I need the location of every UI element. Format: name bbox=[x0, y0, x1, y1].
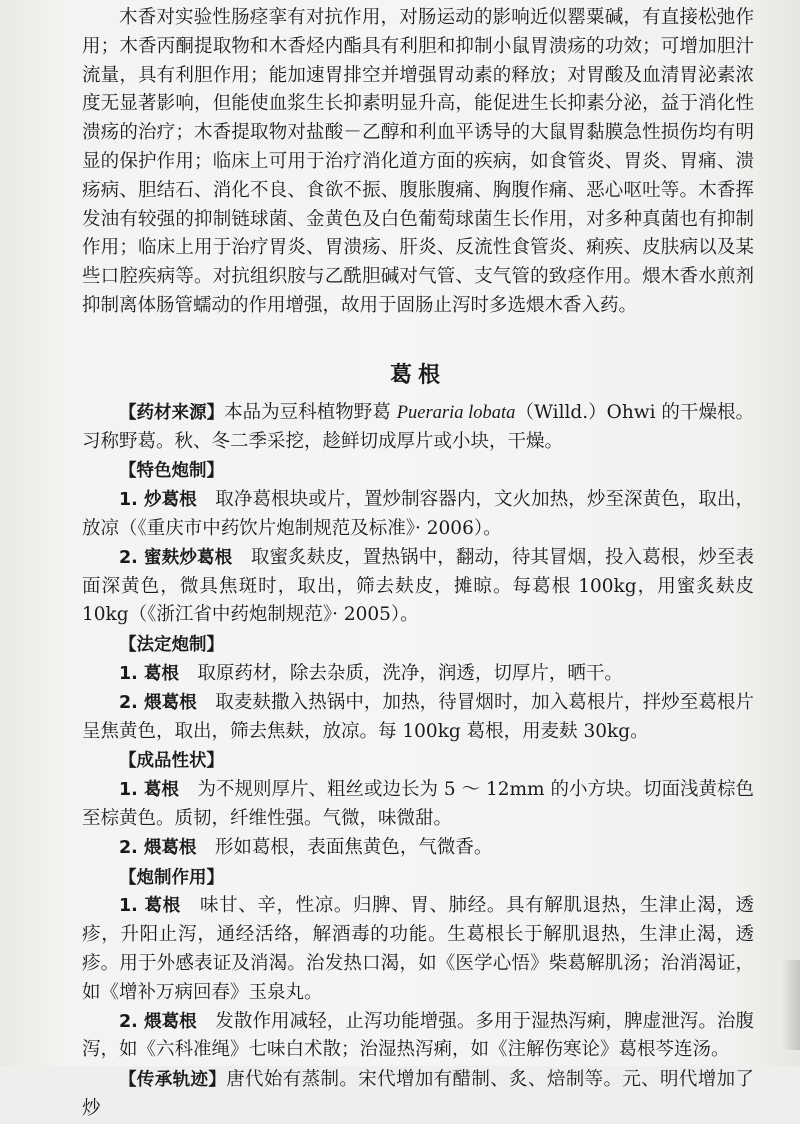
item-text: 为不规则厚片、粗丝或边长为 5 ～ 12mm 的小方块。切面浅黄棕色至棕黄色。质韧，纤维性强。气微，味微甜。 bbox=[82, 779, 754, 829]
legal-processing-heading: 【法定炮制】 bbox=[119, 635, 224, 656]
inheritance-text: 唐代始有蒸制。宋代增加有醋制、炙、焙制等。元、明代增加了炒 bbox=[82, 1069, 754, 1119]
properties-item-1 bbox=[82, 776, 754, 834]
latin-name: Pueraria lobata bbox=[396, 402, 516, 423]
source-text-b: （Willd.）Ohwi 的干燥根。习称野葛。秋、冬二季采挖，趁鲜切成厚片或小块，干燥。 bbox=[82, 401, 754, 452]
item-text: 味甘、辛，性凉。归脾、胃、肺经。具有解肌退热，生津止渴，透疹，升阳止泻，通经活络，解酒毒的功能。生葛根长于解肌退热，生津止渴，透疹。用于外感表证及消渴。治发热口渴，如《医学心悟》柴葛解肌汤；治消渴证，如《增补万病回春》玉泉丸。 bbox=[82, 895, 754, 1003]
item-text: 发散作用减轻，止泻功能增强。多用于湿热泻痢，脾虚泄泻。治腹泻，如《六科准绳》七味白术散；治湿热泻痢，如《注解伤寒论》葛根芩连汤。 bbox=[82, 1010, 754, 1061]
function-item-1 bbox=[82, 892, 754, 1007]
special-item-2 bbox=[82, 544, 754, 630]
page-edge-shadow bbox=[782, 960, 800, 1050]
properties-heading: 【成品性状】 bbox=[119, 751, 224, 772]
legal-item-1 bbox=[82, 660, 754, 689]
item-text: 取原药材，除去杂质，洗净，润透，切厚片，晒干。 bbox=[178, 662, 623, 684]
item-name: 2. 蜜麸炒葛根 bbox=[119, 547, 233, 568]
item-name: 1. 葛根 bbox=[119, 663, 179, 684]
item-text: 形如葛根，表面焦黄色，气微香。 bbox=[196, 836, 493, 858]
function-item-2 bbox=[82, 1008, 754, 1066]
special-processing-heading: 【特色炮制】 bbox=[119, 461, 224, 482]
item-name: 2. 煨葛根 bbox=[119, 1011, 197, 1032]
source-heading: 【药材来源】 bbox=[119, 402, 225, 423]
item-name: 2. 煨葛根 bbox=[119, 692, 197, 713]
page-content bbox=[82, 4, 754, 1124]
entry-title: 葛根 bbox=[389, 362, 446, 388]
item-name: 1. 葛根 bbox=[119, 896, 181, 917]
item-text: 取净葛根块或片，置炒制容器内，文火加热，炒至深黄色，取出，放凉（《重庆市中药饮片炮制规范及标准》· 2006）。 bbox=[82, 489, 754, 539]
intro-paragraph: 木香对实验性肠痉挛有对抗作用，对肠运动的影响近似罂粟碱，有直接松弛作用；木香丙酮提取物和木香烃内酯具有利胆和抑制小鼠胃溃疡的功效；可增加胆汁流量，具有利胆作用；能加速胃排空并增强胃动素的释放；对胃酸及血清胃泌素浓度无显著影响，但能使血浆生长抑素明显升高，能促进生长抑素分泌，益于消化性溃疡的治疗；木香提取物对盐酸－乙醇和利血平诱导的大鼠胃黏膜急性损伤均有明显的保护作用；临床上可用于治疗消化道方面的疾病，如食管炎、胃炎、胃痛、溃疡病、胆结石、消化不良、食欲不振、腹胀腹痛、胸腹作痛、恶心呕吐等。木香挥发油有较强的抑制链球菌、金黄色及白色葡萄球菌生长作用，对多种真菌也有抑制作用；临床上用于治疗胃炎、胃溃疡、肝炎、反流性食管炎、痢疾、皮肤病以及某些口腔疾病等。对抗组织胺与乙酰胆碱对气管、支气管的致痉作用。煨木香水煎剂抑制离体肠管蠕动的作用增强，故用于固肠止泻时多选煨木香入药。 bbox=[82, 7, 754, 316]
inheritance-paragraph bbox=[82, 1066, 754, 1124]
special-item-1 bbox=[82, 486, 754, 544]
item-name: 1. 炒葛根 bbox=[119, 490, 197, 511]
inheritance-heading: 【传承轨迹】 bbox=[119, 1070, 227, 1091]
source-paragraph bbox=[82, 399, 754, 457]
item-name: 1. 葛根 bbox=[119, 780, 179, 801]
properties-item-2 bbox=[82, 834, 754, 863]
item-text: 取蜜炙麸皮，置热锅中，翻动，待其冒烟，投入葛根，炒至表面深黄色，微具焦斑时，取出，筛去麸皮，摊晾。每葛根 100kg，用蜜炙麸皮 10kg（《浙江省中药炮制规范》· 2005）。 bbox=[82, 546, 754, 626]
item-text: 取麦麸撒入热锅中，加热，待冒烟时，加入葛根片，拌炒至葛根片呈焦黄色，取出，筛去焦麸，放凉。每 100kg 葛根，用麦麸 30kg。 bbox=[82, 691, 754, 742]
source-text-a: 本品为豆科植物野葛 bbox=[224, 401, 397, 423]
function-heading: 【炮制作用】 bbox=[119, 867, 224, 888]
legal-item-2 bbox=[82, 689, 754, 747]
item-name: 2. 煨葛根 bbox=[119, 837, 197, 858]
